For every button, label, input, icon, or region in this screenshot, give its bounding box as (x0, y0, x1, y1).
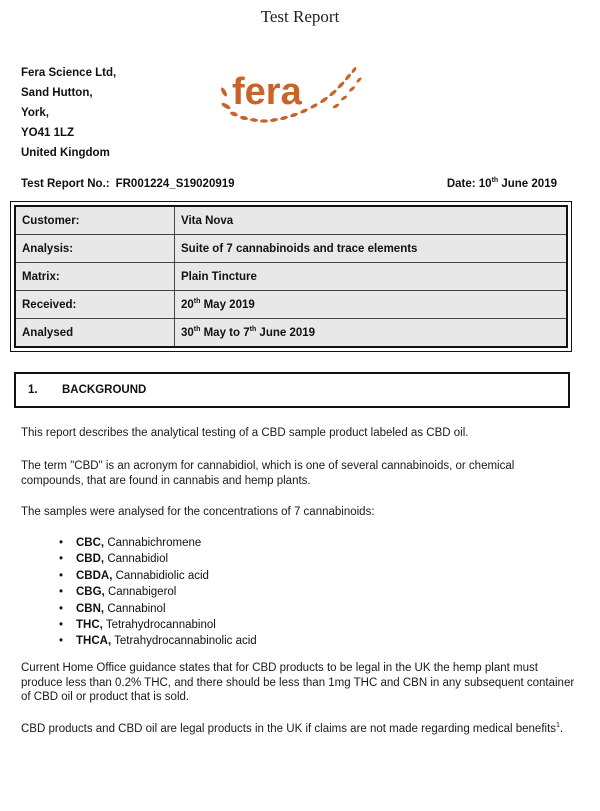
section-title: BACKGROUND (62, 384, 147, 396)
bullet-icon: • (59, 569, 64, 582)
bullet-icon: • (59, 586, 64, 599)
list-item: • CBC, Cannabichromene (56, 535, 257, 551)
address-line-5: United Kingdom (21, 147, 110, 159)
bullet-icon: • (59, 553, 64, 566)
paragraph-home-office: Current Home Office guidance states that for CBD products to be legal in the UK the hemp plant must produce less than 0.2% THC, and there should be less than 1mg THC and CBN in any subsequent container of CBD oil or product that is sold. (21, 662, 575, 703)
list-item: • CBDA, Cannabidiolic acid (56, 568, 257, 584)
list-item: • THCA, Tetrahydrocannabinolic acid (56, 633, 257, 649)
analysed-value: 30th May to 7th June 2019 (175, 319, 568, 348)
matrix-label: Matrix: (15, 263, 175, 291)
matrix-value: Plain Tincture (175, 263, 568, 291)
footnote-ref: 1 (556, 722, 560, 730)
paragraph-legal: CBD products and CBD oil are legal products in the UK if claims are not made regarding medical benefits$^1$. (21, 722, 564, 735)
date-sup: th (491, 177, 499, 185)
customer-label: Customer: (15, 206, 175, 235)
report-number-label: Test Report No.: (21, 178, 110, 190)
report-number-line (21, 178, 235, 190)
table-row (15, 319, 567, 348)
table-row (15, 263, 567, 291)
section-number: 1. (28, 384, 38, 396)
date-rest: June 2019 (498, 178, 557, 190)
table-row (15, 291, 567, 319)
analysis-value: Suite of 7 cannabinoids and trace elements (175, 235, 568, 263)
bullet-icon: • (59, 619, 64, 632)
report-date (447, 178, 557, 190)
address-line-2: Sand Hutton, (21, 87, 93, 99)
page-title: Test Report (260, 7, 340, 26)
paragraph-cbd-definition: The term "CBD" is an acronym for cannabidiol, which is one of several cannabinoids, or chemical compounds, that are found in cannabis and hemp plants. (21, 460, 515, 487)
table-row (15, 235, 567, 263)
address-line-3: York, (21, 107, 49, 119)
analysis-label: Analysis: (15, 235, 175, 263)
bullet-icon: • (59, 537, 64, 549)
list-item: • THC, Tetrahydrocannabinol (56, 617, 257, 633)
customer-value: Vita Nova (175, 206, 568, 235)
bullet-icon: • (59, 602, 64, 615)
list-item: • CBD, Cannabidiol (56, 551, 257, 567)
lab-address (21, 63, 116, 163)
table-row (15, 206, 567, 235)
paragraph-intro: This report describes the analytical testing of a CBD sample product labeled as CBD oil. (21, 427, 469, 439)
received-value: 20th May 2019 (175, 291, 568, 319)
report-number: FR001224_S19020919 (115, 178, 235, 190)
received-label: Received: (15, 291, 175, 319)
address-line-1: Fera Science Ltd, (21, 67, 117, 79)
paragraph-samples: The samples were analysed for the concentrations of 7 cannabinoids: (21, 506, 375, 518)
sample-info-table (14, 205, 568, 348)
cannabinoid-list (56, 535, 257, 650)
list-item: • CBN, Cannabinol (56, 601, 257, 617)
section-heading-background (14, 372, 570, 408)
address-line-4: YO41 1LZ (21, 127, 75, 139)
date-label: Date: 10 (446, 178, 492, 190)
bullet-icon: • (59, 635, 64, 648)
logo-text: fera (232, 71, 302, 113)
fera-logo (214, 62, 374, 132)
list-item: • CBG, Cannabigerol (56, 584, 257, 600)
analysed-label: Analysed (15, 319, 175, 348)
